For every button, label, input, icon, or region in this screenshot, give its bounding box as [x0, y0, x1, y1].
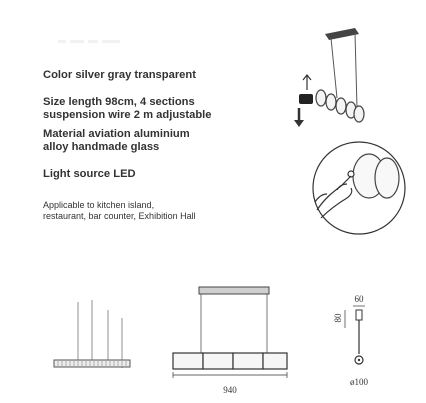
spec-light-source: Light source LED — [43, 168, 136, 180]
suspension-wire-right — [355, 33, 357, 108]
side-canopy — [356, 310, 362, 320]
spec-color: Color silver gray transparent — [43, 69, 196, 81]
spec-applicable-line-2: restaurant, bar counter, Exhibition Hall — [43, 211, 196, 221]
zoom-detail-illustration — [307, 140, 413, 240]
faint-header-marks — [58, 37, 130, 47]
spec-applicable — [43, 200, 196, 222]
spec-applicable-line-1: Applicable to kitchen island, — [43, 200, 155, 210]
spec-size — [43, 96, 212, 122]
spec-material-line-2: alloy handmade glass — [43, 141, 160, 153]
front-elevation-drawing — [165, 285, 295, 395]
drop-label: 80 — [333, 313, 343, 323]
perspective-drawing — [40, 300, 140, 380]
spec-size-line-1: Size length 98cm, 4 sections — [43, 96, 195, 108]
elevation-glass-sections — [173, 353, 287, 369]
elevation-canopy — [199, 287, 269, 294]
length-dimension-label: 940 — [223, 385, 237, 395]
suspension-wire-left — [331, 38, 337, 98]
side-profile-drawing — [325, 288, 405, 393]
down-arrow-icon — [294, 108, 304, 127]
spec-material-line-1: Material aviation aluminium — [43, 128, 190, 140]
spec-material — [43, 128, 190, 154]
up-down-arrows-icon — [303, 75, 311, 90]
ceiling-canopy — [325, 28, 359, 40]
lamp-bar — [54, 360, 130, 367]
canopy-width-label: 60 — [354, 294, 364, 304]
diameter-label: ø100 — [350, 377, 368, 387]
spec-size-line-2: suspension wire 2 m adjustable — [43, 109, 212, 121]
adjuster-block — [299, 94, 313, 104]
zoom-lamp-cylinder — [353, 154, 399, 198]
adjustable-pendant-illustration — [285, 28, 405, 138]
side-lamp-center — [358, 359, 360, 361]
